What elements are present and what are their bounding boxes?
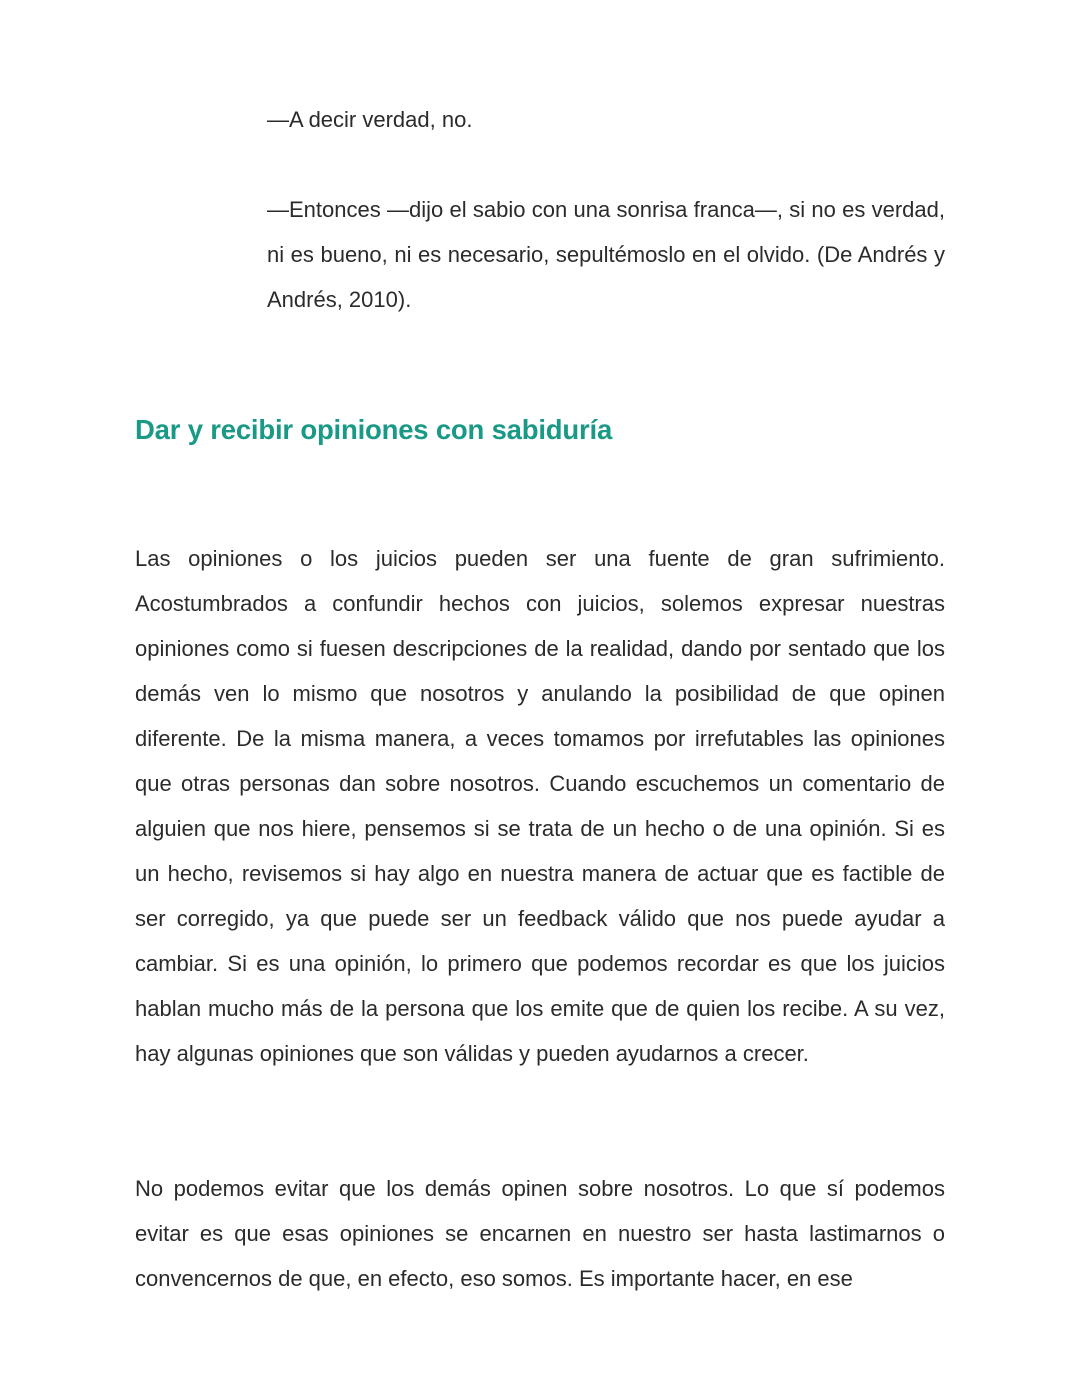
body-paragraph-1: Las opiniones o los juicios pueden ser una fuente de gran sufrimiento. Acostumbrados a confundir hechos con juicios, solemos expresar nuestras opiniones como si fuesen descripciones de la realidad, dando por sentado que los demás ven lo mismo que nosotros y anulando la posibilidad de que opinen diferente. De la misma manera, a veces tomamos por irrefutables las opiniones que otras personas dan sobre nosotros. Cuando escuchemos un comentario de alguien que nos hiere, pensemos si se trata de un hecho o de una opinión. Si es un hecho, revisemos si hay algo en nuestra manera de actuar que es factible de ser corregido, ya que puede ser un feedback válido que nos puede ayudar a cambiar. Si es una opinión, lo primero que podemos recordar es que los juicios hablan mucho más de la persona que los emite que de quien los recibe. A su vez, hay algunas opiniones que son válidas y pueden ayudarnos a crecer. (135, 546, 945, 1066)
quote-line-2: —Entonces —dijo el sabio con una sonrisa franca—, si no es verdad, ni es bueno, ni es necesario, sepultémoslo en el olvido. (De Andrés y Andrés, 2010). (267, 197, 945, 312)
quote-line-1: —A decir verdad, no. (267, 107, 473, 132)
body-paragraph-2: No podemos evitar que los demás opinen sobre nosotros. Lo que sí podemos evitar es que esas opiniones se encarnen en nuestro ser hasta lastimarnos o convencernos de que, en efecto, eso somos. Es importante hacer, en ese (135, 1176, 945, 1291)
section-title: Dar y recibir opiniones con sabiduría (135, 414, 613, 445)
